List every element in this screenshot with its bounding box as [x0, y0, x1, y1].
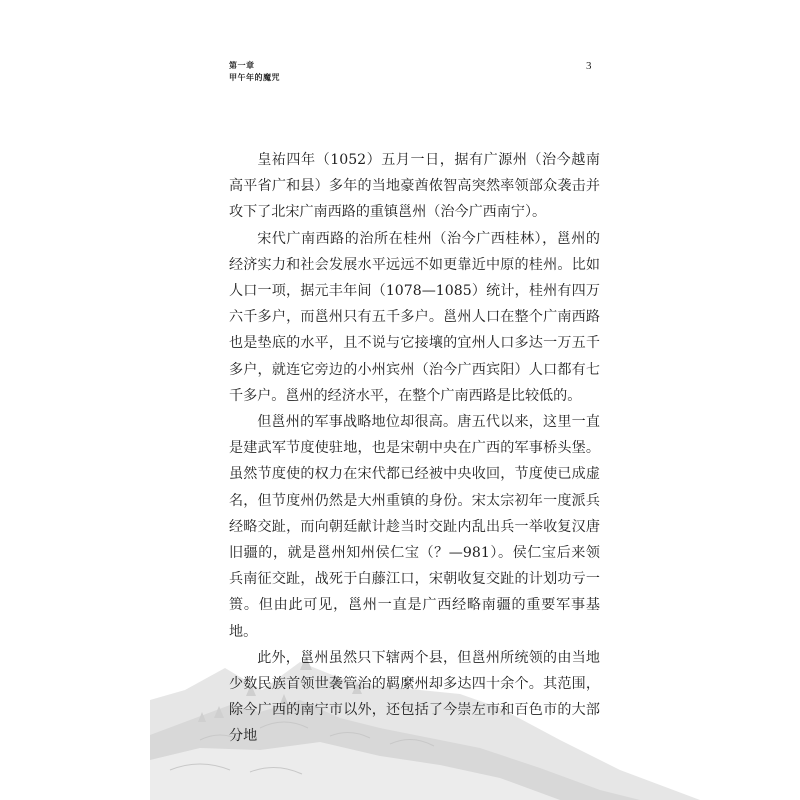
paragraph: 皇祐四年（1052）五月一日，据有广源州（治今越南高平省广和县）多年的当地豪酋侬智高突然率领部众袭击并攻下了北宋广南西路的重镇邕州（治今广西南宁）。: [229, 152, 600, 221]
body-text: [229, 147, 600, 750]
page-number: 3: [586, 60, 592, 72]
chapter-number: 第一章: [229, 61, 255, 70]
paragraph: 此外，邕州虽然只下辖两个县，但邕州所统领的由当地少数民族首领世袭管治的羁縻州却多达四十余个。其范围，除今广西的南宁市以外，还包括了今崇左市和百色市的大部分地: [229, 649, 600, 745]
paragraph: 宋代广南西路的治所在桂州（治今广西桂林），邕州的经济实力和社会发展水平远远不如更靠近中原的桂州。比如人口一项，据元丰年间（1078—1085）统计，桂州有四万六千多户，而邕州只有五千多户。邕州人口在整个广南西路也是垫底的水平，且不说与它接壤的宜州人口多达一万五千多户，就连它旁边的小州宾州（治今广西宾阳）人口都有七千多户。邕州的经济水平，在整个广南西路是比较低的。: [229, 230, 600, 404]
paragraph: 但邕州的军事战略地位却很高。唐五代以来，这里一直是建武军节度使驻地，也是宋朝中央在广西的军事桥头堡。虽然节度使的权力在宋代都已经被中央收回，节度使已成虚名，但节度州仍然是大州重镇的身份。宋太宗初年一度派兵经略交趾，而向朝廷献计趁当时交趾内乱出兵一举收复汉唐旧疆的，就是邕州知州侯仁宝（？—981）。侯仁宝后来领兵南征交趾，战死于白藤江口，宋朝收复交趾的计划功亏一篑。但由此可见，邕州一直是广西经略南疆的重要军事基地。: [229, 414, 600, 640]
chapter-title: 甲午年的魔咒: [229, 73, 280, 82]
running-header: [229, 60, 280, 84]
